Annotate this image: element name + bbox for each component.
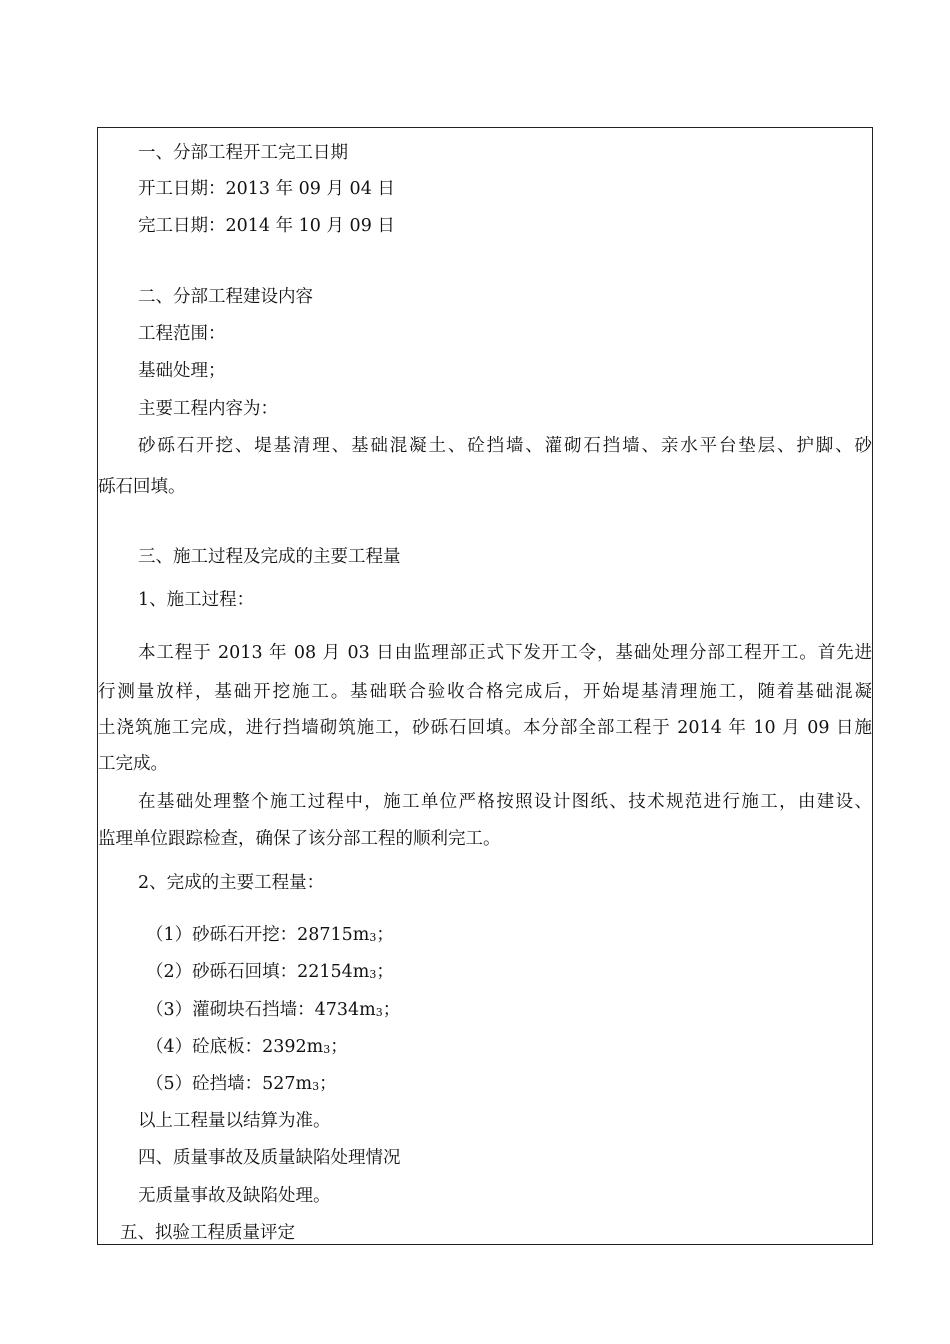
quantity-item: （2）砂砾石回填：$22154m_3$；: [146, 962, 394, 982]
quantity-item: （5）砼挡墙：$527m_3$；: [146, 1074, 337, 1094]
para2-line-1: 在基础处理整个施工过程中，施工单位严格按照设计图纸、技术规范进行施工，由建设、: [138, 792, 872, 812]
content-label: 主要工程内容为：: [138, 399, 278, 419]
section3-heading: 三、施工过程及完成的主要工程量: [138, 547, 401, 567]
para2-line-2: 监理单位跟踪检查，确保了该分部工程的顺利完工。: [98, 829, 501, 849]
section4-heading: 四、质量事故及质量缺陷处理情况: [138, 1148, 401, 1168]
end-date: 完工日期：2014 年 10 月 09 日: [138, 216, 395, 236]
quantities-label: 2、完成的主要工程量：: [138, 873, 325, 893]
para1-line-1: 本工程于 2013 年 08 月 03 日由监理部正式下发开工令，基础处理分部工程开工。首先进: [138, 643, 872, 663]
quantity-item: （1）砂砾石开挖：$28715m_3$；: [146, 925, 394, 945]
scope-value: 基础处理；: [138, 361, 226, 381]
para1-line-4: 工完成。: [98, 754, 168, 774]
quantity-item: （3）灌砌块石挡墙：$4734m_3$；: [146, 1000, 401, 1020]
quantity-item: （4）砼底板：$2392m_3$；: [146, 1037, 348, 1057]
content-line-2: 砾石回填。: [98, 477, 186, 497]
section1-heading: 一、分部工程开工完工日期: [138, 143, 348, 163]
section5-heading: 五、拟验工程质量评定: [120, 1223, 295, 1243]
process-label: 1、施工过程：: [138, 590, 255, 610]
start-date: 开工日期：2013 年 09 月 04 日: [138, 179, 395, 199]
quantities-note: 以上工程量以结算为准。: [138, 1111, 331, 1131]
report-frame: [97, 127, 873, 1245]
para1-line-3: 土浇筑施工完成，进行挡墙砌筑施工，砂砾石回填。本分部全部工程于 2014 年 10 月 09 日施: [98, 718, 872, 738]
section2-heading: 二、分部工程建设内容: [138, 287, 313, 307]
scope-label: 工程范围：: [138, 324, 226, 344]
section4-value: 无质量事故及缺陷处理。: [138, 1186, 331, 1206]
content-line-1: 砂砾石开挖、堤基清理、基础混凝土、砼挡墙、灌砌石挡墙、亲水平台垫层、护脚、砂: [138, 436, 872, 456]
para1-line-2: 行测量放样，基础开挖施工。基础联合验收合格完成后，开始堤基清理施工，随着基础混凝: [98, 682, 872, 702]
